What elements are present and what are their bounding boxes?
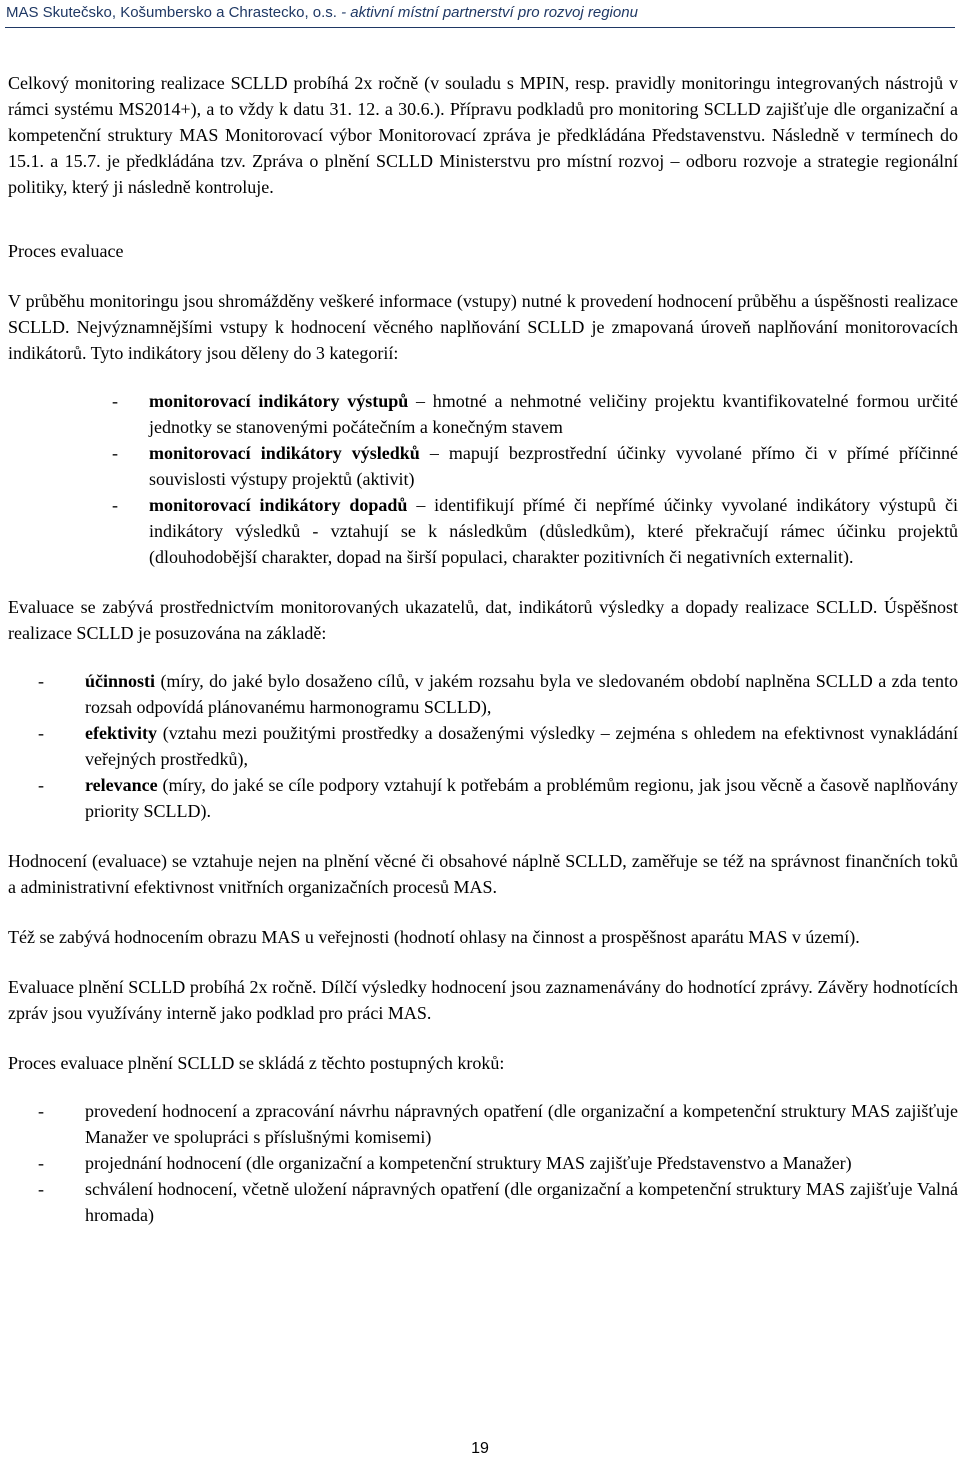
- list-item: - efektivity (vztahu mezi použitými prostředky a dosaženými výsledky – zejména s ohledem na efektivnost vynakládání veřejných prostředků),: [38, 723, 958, 769]
- header-divider: [5, 27, 955, 28]
- list-item: - monitorovací indikátory výstupů – hmotné a nehmotné veličiny projektu kvantifikovatelné formou určité jednotky se stanovenými počátečním a konečným stavem: [112, 391, 959, 437]
- header-org: MAS Skutečsko, Košumbersko a Chrastecko, o.s.: [6, 4, 337, 21]
- page-header: [6, 2, 954, 24]
- list-item: - schválení hodnocení, včetně uložení nápravných opatření (dle organizační a kompetenční struktury MAS zajišťuje Valná hromada): [38, 1179, 958, 1225]
- steps-list: [38, 1098, 958, 1228]
- criteria-list: [38, 668, 958, 824]
- paragraph-monitoring: Celkový monitoring realizace SCLLD probíhá 2x ročně (v souladu s MPIN, resp. pravidly monitoringu integrovaných nástrojů v rámci systému MS2014+), a to vždy k datu 31. 12. a 30.6.). Přípravu podkladů pro monitoring SCLLD zajišťuje dle organizační a kompetenční struktury MAS Monitorovací výbor Monitorovací zpráva je předkládána Představenstvu. Následně v termínech do 15.1. a 15.7. je předkládána tzv. Zpráva o plnění SCLLD Ministerstvu pro místní rozvoj – odboru rozvoje a strategie regionální politiky, který ji následně kontroluje.: [8, 73, 958, 197]
- paragraph-steps-intro: Proces evaluace plnění SCLLD se skládá z těchto postupných kroků:: [8, 1053, 505, 1073]
- paragraph-evaluation-finance: Hodnocení (evaluace) se vztahuje nejen na plnění věcné či obsahové náplně SCLLD, zaměřuje se též na správnost finančních toků a administrativní efektivnost vnitřních organizačních procesů MAS.: [8, 851, 958, 897]
- list-item: - relevance (míry, do jaké se cíle podpory vztahují k potřebám a problémům regionu, jak jsou věcně a časově naplňovány priority SCLLD).: [38, 775, 958, 821]
- list-item: - monitorovací indikátory dopadů – identifikují přímé či nepřímé účinky vyvolané indikátory výstupů či indikátory výsledků - vztahují se k následkům (důsledkům), které překračují rámec účinku projektů (dlouhodobější charakter, dopad na širší populaci, charakter pozitivních či negativních externalit).: [112, 495, 958, 567]
- list-item: - monitorovací indikátory výsledků – mapují bezprostřední účinky vyvolané přímo či v přímé příčinné souvislosti výstupy projektů (aktivit): [112, 443, 959, 489]
- list-item: - účinnosti (míry, do jaké bylo dosaženo cílů, v jakém rozsahu byla ve sledovaném období naplněna SCLLD a zda tento rozsah odpovídá plánovanému harmonogramu SCLLD),: [38, 671, 958, 717]
- list-item: - projednání hodnocení (dle organizační a kompetenční struktury MAS zajišťuje Představenstvo a Manažer): [38, 1153, 852, 1173]
- header-tagline: - aktivní místní partnerství pro rozvoj regionu: [336, 4, 638, 21]
- paragraph-evaluation-frequency: Evaluace plnění SCLLD probíhá 2x ročně. Dílčí výsledky hodnocení jsou zaznamenávány do hodnotící zprávy. Závěry hodnotících zpráv jsou využívány interně jako podklad pro práci MAS.: [8, 977, 958, 1023]
- indicator-list: [112, 388, 958, 570]
- document-body: [8, 70, 958, 1228]
- paragraph-evaluation-inputs: V průběhu monitoringu jsou shromážděny veškeré informace (vstupy) nutné k provedení hodnocení průběhu a úspěšnosti realizace SCLLD. Nejvýznamnějšími vstupy k hodnocení věcného naplňování SCLLD je zmapovaná úroveň naplňování monitorovacích indikátorů. Tyto indikátory jsou děleny do 3 kategorií:: [8, 291, 958, 363]
- paragraph-evaluation-scope: Evaluace se zabývá prostřednictvím monitorovaných ukazatelů, dat, indikátorů výsledky a dopady realizace SCLLD. Úspěšnost realizace SCLLD je posuzována na základě:: [8, 597, 958, 643]
- list-item: - provedení hodnocení a zpracování návrhu nápravných opatření (dle organizační a kompetenční struktury MAS zajišťuje Manažer ve spolupráci s příslušnými komisemi): [38, 1101, 958, 1147]
- page-number: 19: [471, 1440, 489, 1457]
- paragraph-public-image: Též se zabývá hodnocením obrazu MAS u veřejnosti (hodnotí ohlasy na činnost a prospěšnost aparátu MAS v území).: [8, 927, 860, 947]
- section-heading: Proces evaluace: [8, 241, 124, 261]
